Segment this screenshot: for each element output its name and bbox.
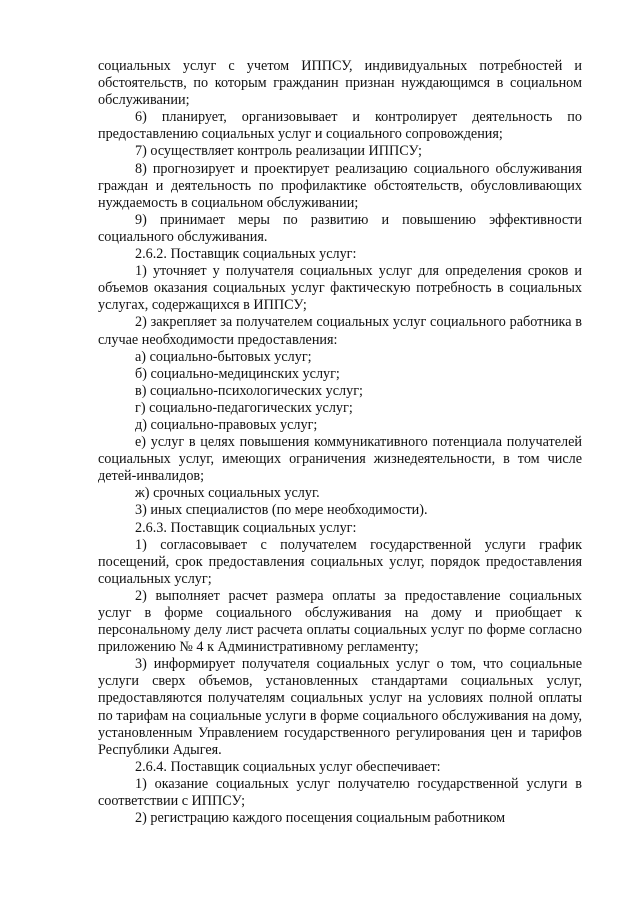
list-item: а) социально-бытовых услуг; bbox=[135, 348, 312, 365]
paragraph: 8) прогнозирует и проектирует реализацию социального обслуживания граждан и деятельность по профилактике обстоятельств, обусловливающих нуждаемость в социальном обслуживании; bbox=[98, 160, 582, 211]
paragraph: 6) планирует, организовывает и контролирует деятельность по предоставлению социальных услуг и социального сопровождения; bbox=[98, 109, 582, 143]
section-heading: 2.6.3. Поставщик социальных услуг: bbox=[135, 519, 357, 536]
section-heading: 2.6.4. Поставщик социальных услуг обеспечивает: bbox=[135, 758, 441, 775]
paragraph: 3) информирует получателя социальных услуг о том, что социальные услуги сверх объемов, установленных стандартами социальных услуг, предоставляются получателям социальных услуг на условиях полной оплаты по тарифам на социальные услуги в форме социального обслуживания на дому, установленным Управлением государственного регулирования цен и тарифов Республики Адыгея. bbox=[98, 656, 582, 758]
list-item: г) социально-педагогических услуг; bbox=[135, 399, 353, 416]
list-item: б) социально-медицинских услуг; bbox=[135, 365, 340, 382]
paragraph: 2) регистрацию каждого посещения социальным работником bbox=[135, 810, 506, 827]
document-page bbox=[98, 58, 582, 827]
paragraph: 1) уточняет у получателя социальных услуг для определения сроков и объемов оказания социальных услуг фактическую потребность в социальных услугах, содержащихся в ИППСУ; bbox=[98, 263, 582, 314]
paragraph: 1) оказание социальных услуг получателю государственной услуги в соответствии с ИППСУ; bbox=[98, 775, 582, 810]
list-item: ж) срочных социальных услуг. bbox=[135, 485, 320, 502]
paragraph: 9) принимает меры по развитию и повышению эффективности социального обслуживания. bbox=[98, 211, 582, 245]
paragraph: социальных услуг с учетом ИППСУ, индивидуальных потребностей и обстоятельств, по которым гражданин признан нуждающимся в социальном обслуживании; bbox=[98, 58, 582, 109]
paragraph: 1) согласовывает с получателем государственной услуги график посещений, срок предоставления социальных услуг, порядок предоставления социальных услуг; bbox=[98, 536, 582, 587]
paragraph: 2) выполняет расчет размера оплаты за предоставление социальных услуг в форме социального обслуживания на дому и приобщает к персональному делу лист расчета оплаты социальных услуг по форме согласно приложению № 4 к Административному регламенту; bbox=[98, 587, 582, 656]
list-item: в) социально-психологических услуг; bbox=[135, 382, 363, 399]
section-heading: 2.6.2. Поставщик социальных услуг: bbox=[135, 246, 357, 263]
paragraph: 3) иных специалистов (по мере необходимости). bbox=[135, 502, 428, 519]
paragraph: 2) закрепляет за получателем социальных услуг социального работника в случае необходимости предоставления: bbox=[98, 314, 582, 348]
list-item: д) социально-правовых услуг; bbox=[135, 416, 318, 433]
paragraph: 7) осуществляет контроль реализации ИППСУ; bbox=[135, 143, 422, 160]
list-item: е) услуг в целях повышения коммуникативного потенциала получателей социальных услуг, имеющих ограничения жизнедеятельности, в том числе детей-инвалидов; bbox=[98, 434, 582, 485]
